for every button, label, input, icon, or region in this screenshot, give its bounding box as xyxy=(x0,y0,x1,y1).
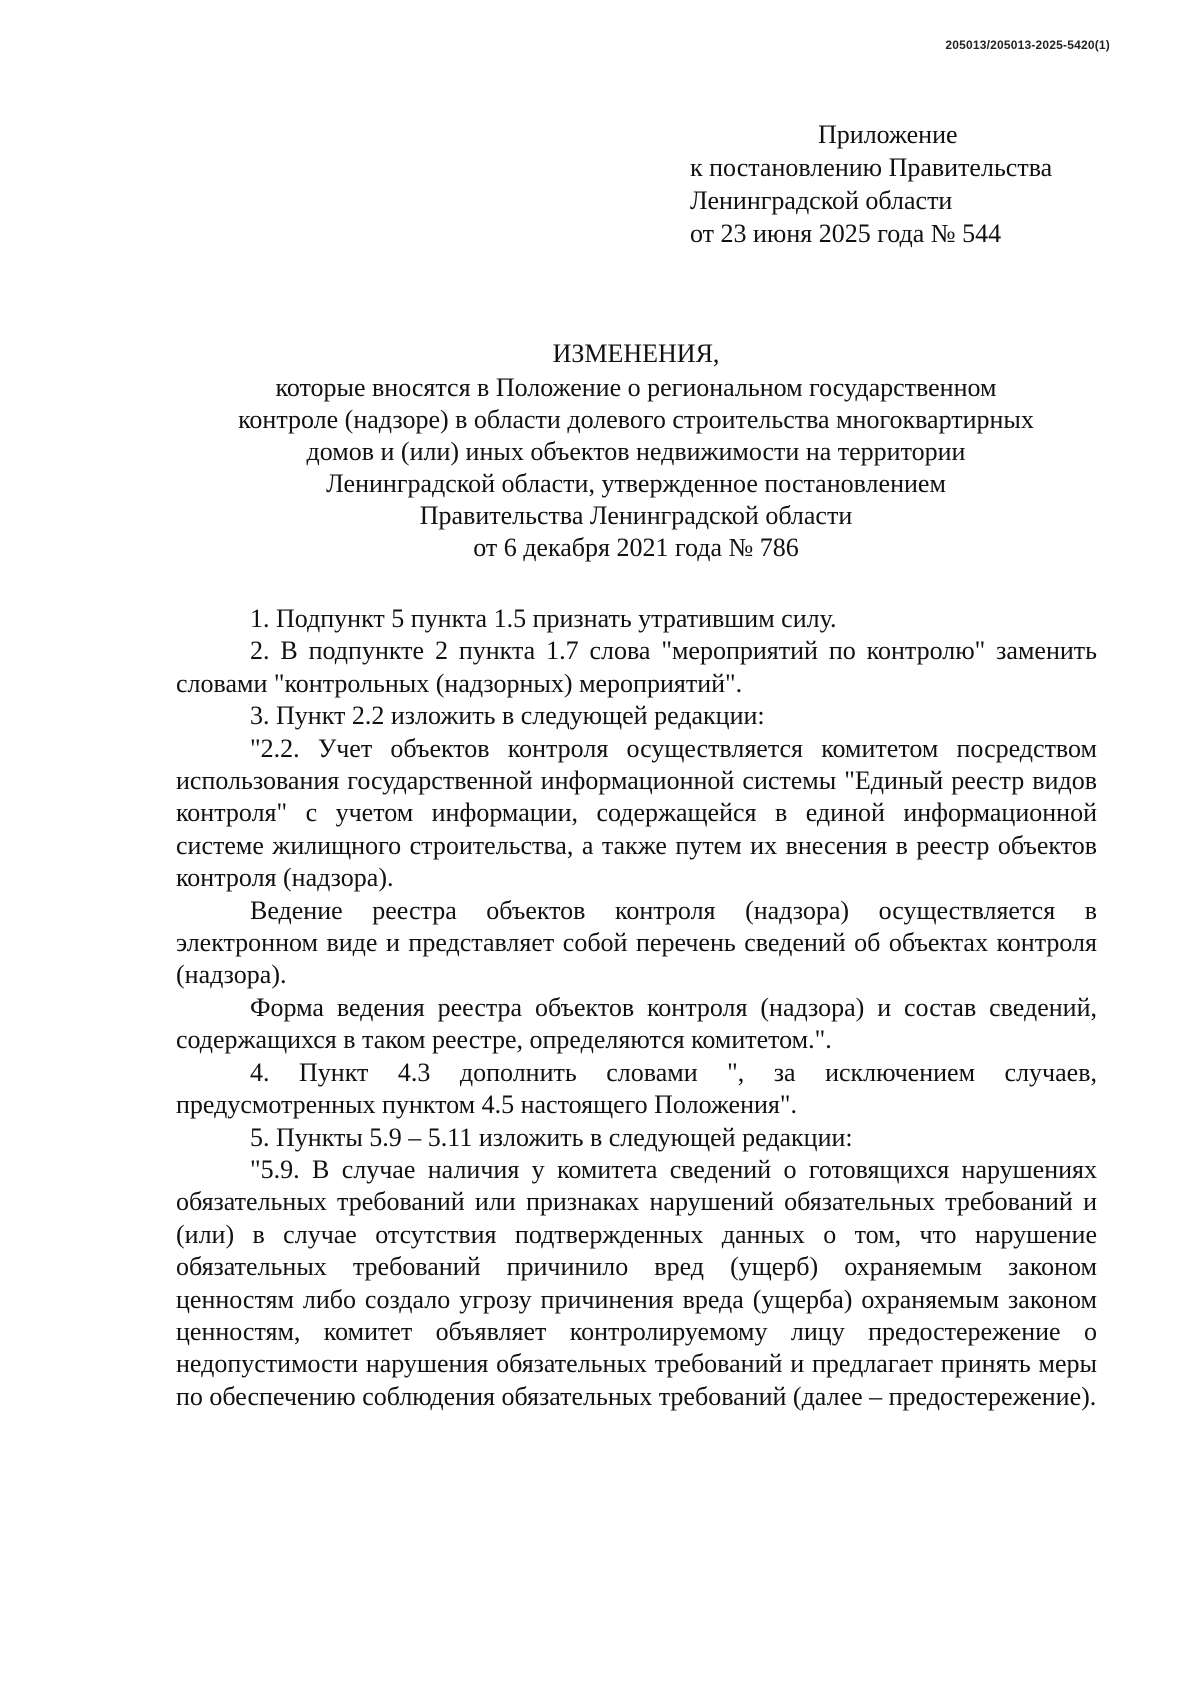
document-heading xyxy=(176,338,1096,564)
paragraph-item-5: 5. Пункты 5.9 – 5.11 изложить в следующей редакции: xyxy=(250,1122,853,1152)
heading-line: которые вносятся в Положение о региональном государственном xyxy=(275,373,997,402)
paragraph-item-2: 2. В подпункте 2 пункта 1.7 слова "мероприятий по контролю" заменить словами "контрольных (надзорных) мероприятий". xyxy=(176,636,1097,698)
heading-line: домов и (или) иных объектов недвижимости на территории xyxy=(306,437,966,466)
appendix-date-number: от 23 июня 2025 года № 544 xyxy=(690,219,1002,248)
heading-line: Ленинградской области, утвержденное постановлением xyxy=(326,469,946,498)
heading-line: контроле (надзоре) в области долевого строительства многоквартирных xyxy=(238,405,1034,434)
appendix-title: Приложение xyxy=(818,120,958,149)
paragraph-item-3: 3. Пункт 2.2 изложить в следующей редакции: xyxy=(250,701,765,731)
paragraph-registry-maintenance: Ведение реестра объектов контроля (надзора) осуществляется в электронном виде и представляет собой перечень сведений об объектах контроля (надзора). xyxy=(176,895,1097,990)
document-registration-number: 205013/205013-2025-5420(1) xyxy=(945,38,1110,52)
paragraph-quote-2-2: "2.2. Учет объектов контроля осуществляется комитетом посредством использования государственной информационной системы "Единый реестр видов контроля" с учетом информации, содержащейся в единой информационной системе жилищного строительства, а также путем их внесения в реестр объектов контроля (надзора). xyxy=(176,733,1097,893)
paragraph-item-1: 1. Подпункт 5 пункта 1.5 признать утратившим силу. xyxy=(250,604,837,633)
document-body xyxy=(176,603,1097,1413)
paragraph-quote-5-9: "5.9. В случае наличия у комитета сведений о готовящихся нарушениях обязательных требований или признаках нарушений обязательных требований и (или) в случае отсутствия подтвержденных данных о том, что нарушение обязательных требований причинило вред (ущерб) охраняемым законом ценностям либо создало угрозу причинения вреда (ущерба) охраняемым законом ценностям, комитет объявляет контролируемому лицу предостережение о недопустимости нарушения обязательных требований и предлагает принять меры по обеспечению соблюдения обязательных требований (далее – предостережение). xyxy=(176,1154,1097,1411)
appendix-line: Ленинградской области xyxy=(690,186,953,215)
heading-title: ИЗМЕНЕНИЯ, xyxy=(552,339,720,368)
paragraph-registry-form: Форма ведения реестра объектов контроля (надзора) и состав сведений, содержащихся в таком реестре, определяются комитетом.". xyxy=(176,992,1097,1055)
appendix-line: к постановлению Правительства xyxy=(690,153,1053,182)
paragraph-item-4: 4. Пункт 4.3 дополнить словами ", за исключением случаев, предусмотренных пунктом 4.5 настоящего Положения". xyxy=(176,1057,1097,1120)
heading-line: от 6 декабря 2021 года № 786 xyxy=(473,533,799,562)
heading-line: Правительства Ленинградской области xyxy=(419,501,853,530)
appendix-block xyxy=(690,118,1052,250)
